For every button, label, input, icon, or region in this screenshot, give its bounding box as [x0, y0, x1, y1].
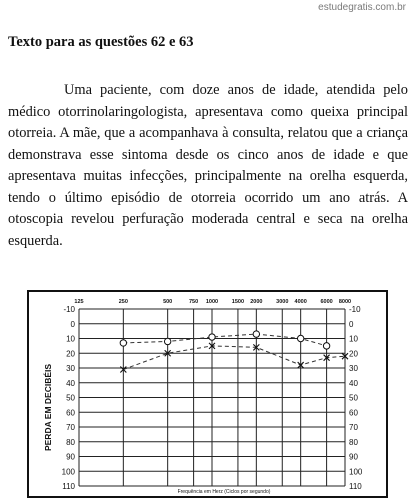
x-tick-label: 3000	[276, 299, 289, 305]
audiogram-figure	[27, 290, 388, 498]
y-tick-label-right: 80	[349, 437, 358, 447]
data-point-circle	[120, 340, 126, 346]
x-tick-label: 4000	[294, 299, 307, 305]
y-tick-label-right: 0	[349, 319, 354, 329]
y-tick-label-left: 60	[66, 408, 75, 418]
x-axis-label: Frequência em Herz (Ciclos por segundo)	[177, 489, 271, 495]
y-tick-label-right: 50	[349, 393, 358, 403]
y-tick-label-left: 50	[66, 393, 75, 403]
y-tick-label-left: 10	[66, 334, 75, 344]
x-tick-label: 250	[118, 299, 128, 305]
y-tick-label-right: 90	[349, 452, 358, 462]
y-tick-label-right: 60	[349, 408, 358, 418]
y-tick-label-right: 110	[349, 482, 362, 491]
y-tick-label-right: 100	[349, 467, 363, 477]
y-tick-label-right: 40	[349, 378, 358, 388]
data-point-circle	[209, 334, 215, 340]
x-tick-label: 750	[189, 299, 199, 305]
y-tick-label-left: 30	[66, 364, 75, 373]
y-tick-label-left: 20	[66, 349, 75, 359]
y-tick-label-right: 70	[349, 423, 358, 432]
data-point-circle	[323, 343, 329, 349]
y-tick-label-left: 80	[66, 437, 75, 447]
y-tick-label-left: -10	[63, 305, 75, 314]
y-axis-label: PERDA EM DECIBÉIS	[43, 363, 53, 452]
data-point-circle	[297, 335, 303, 341]
x-tick-label: 8000	[338, 299, 352, 305]
passage-text	[8, 80, 408, 252]
section-heading: Texto para as questões 62 e 63	[8, 34, 194, 50]
data-point-circle	[253, 331, 259, 337]
x-tick-label: 2000	[250, 299, 263, 305]
y-tick-label-right: 30	[349, 364, 358, 373]
y-tick-label-left: 90	[66, 452, 75, 462]
watermark: estudegratis.com.br	[318, 2, 406, 13]
y-tick-label-right: 20	[349, 349, 358, 359]
x-tick-label: 500	[163, 299, 173, 305]
y-tick-label-left: 110	[62, 482, 75, 491]
data-point-circle	[164, 338, 170, 344]
x-tick-label: 1500	[231, 299, 245, 305]
x-tick-label: 6000	[320, 299, 333, 305]
y-tick-label-right: -10	[349, 305, 361, 314]
passage-body: Uma paciente, com doze anos de idade, atendida pelo médico otorrinolaringologista, apresentava como queixa principal otorreia. A mãe, que a acompanhava à consulta, relatou que a criança demonstrava esse sintoma desde os cinco anos de idade e que apresentava muitas infecções, principalmente na orelha esquerda, tendo o último episódio de otorreia ocorrido um ano atrás. A otoscopia revelou perfuração moderada central e seca na orelha esquerda.	[8, 82, 408, 249]
x-tick-label: 125	[74, 299, 84, 305]
x-tick-label: 1000	[205, 299, 219, 305]
y-tick-label-left: 100	[61, 467, 75, 477]
audiogram-chart	[27, 290, 388, 498]
y-tick-label-right: 10	[349, 334, 358, 344]
y-tick-label-left: 40	[66, 378, 75, 388]
y-tick-label-left: 0	[70, 319, 75, 329]
y-tick-label-left: 70	[66, 423, 75, 432]
